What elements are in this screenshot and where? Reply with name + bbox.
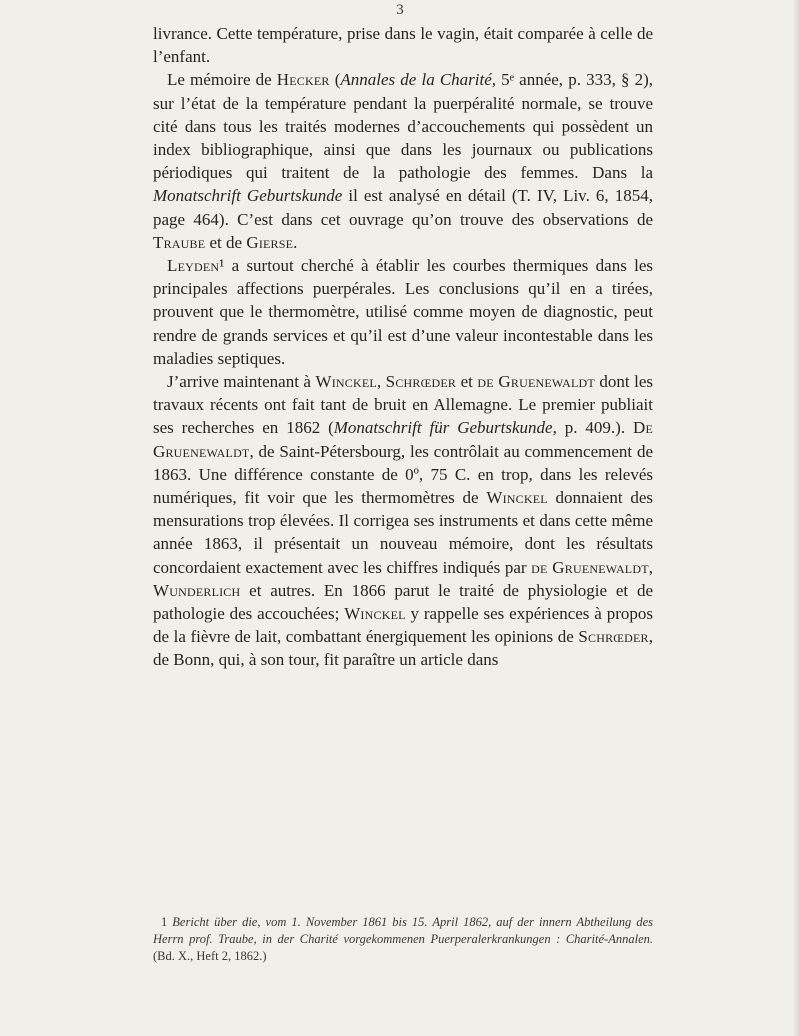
text-run: , de Saint-Pétersbourg, les contrôlait au commencement de 1863. Une différence constante de 0º, 75 C. en trop, dans les relevés numériques, fit voir que les thermomètres de bbox=[153, 441, 653, 508]
text-run: , bbox=[648, 557, 653, 577]
text-run: 5ᵉ année, p. 333, § 2), sur l’état de la température pendant la puerpéralité normale, se trouve cité dans tous les traités modernes d’accouchements qui possèdent un index bibliographique, ainsi que dans les journaux ou publications périodiques qui traitent de la pathologie des femmes. Dans la bbox=[153, 70, 653, 183]
text-run: et bbox=[456, 372, 478, 392]
page-edge-shadow bbox=[794, 0, 800, 1036]
body-text bbox=[153, 22, 653, 672]
text-run: ¹ a surtout cherché à établir les courbes thermiques dans les principales affections puerpérales. Les conclusions qu’il en a tirées, prouvent que le thermomètre, utilisé comme moyen de diagnostic, peut rendre de grands services et qu’il est d’une valeur incontestable dans les maladies septiques. bbox=[153, 256, 653, 368]
text-run: . bbox=[293, 232, 298, 252]
author-name: Schrœder bbox=[385, 372, 457, 392]
text-run: dont les travaux récents ont fait tant de bruit en Allemagne. Le premier publiait ses recherches en 1862 ( bbox=[153, 372, 653, 438]
footnote-text bbox=[153, 914, 653, 965]
author-name: Winckel bbox=[486, 488, 548, 508]
paragraph bbox=[153, 22, 653, 68]
italic-reference: Monatschrift für Geburtskunde, bbox=[333, 418, 557, 438]
text-run: ( bbox=[329, 70, 341, 90]
author-name: Winckel bbox=[315, 372, 377, 392]
text-run: il est analysé en détail (T. IV, Liv. 6, 1854, page 464). C’est dans cet ouvrage qu’on trouve des observations de bbox=[153, 186, 653, 229]
text-run: et de bbox=[205, 232, 247, 252]
italic-reference: Bericht über die, vom 1. November 1861 bis 15. April 1862, auf der innern Abtheilung des Herrn prof. Traube, in der Charité vorgekommenen Puerperalerkrankungen : Charité-Annalen. bbox=[153, 915, 653, 946]
text-run: , de Bonn, qui, à son tour, fit paraître un article dans bbox=[153, 627, 653, 670]
text-run: , bbox=[376, 372, 386, 392]
text-run: 1 bbox=[161, 915, 173, 929]
author-name: Gierse bbox=[246, 232, 294, 252]
author-name: de Gruenewaldt bbox=[531, 557, 649, 577]
author-name: Leyden bbox=[167, 256, 220, 276]
text-run: y rappelle ses expériences à propos de la fièvre de lait, combattant énergiquement les opinions de bbox=[153, 604, 653, 647]
author-name: Winckel bbox=[344, 604, 406, 624]
paragraph bbox=[153, 370, 653, 672]
author-name: Wunderlich bbox=[153, 580, 241, 600]
page-number: 3 bbox=[396, 2, 404, 18]
italic-reference: Annales de la Charité, bbox=[340, 70, 497, 90]
text-run: p. 409.). bbox=[556, 418, 633, 438]
text-run: (Bd. X., Heft 2, 1862.) bbox=[153, 949, 267, 963]
footnote bbox=[153, 914, 653, 965]
text-run: et autres. En 1866 parut le traité de physiologie et de pathologie des accouchées; bbox=[153, 580, 653, 624]
author-name: de Gruenewaldt bbox=[477, 372, 595, 392]
text-run: donnaient des mensurations trop élevées. Il corrigea ses instruments et dans cette même année 1863, il présentait un nouveau mémoire, dont les résultats concordaient exactement avec les chiffres indiqués par bbox=[153, 488, 654, 577]
author-name: Schrœder bbox=[578, 627, 649, 647]
paragraph bbox=[153, 68, 653, 254]
paragraph bbox=[153, 254, 653, 370]
author-name: Traube bbox=[153, 232, 206, 252]
italic-reference: Monatschrift Geburtskunde bbox=[153, 186, 343, 206]
author-name: De Gruenewaldt bbox=[153, 418, 653, 461]
author-name: Hecker bbox=[276, 70, 330, 90]
text-run: Le mémoire de bbox=[167, 70, 277, 90]
text-run: J’arrive maintenant à bbox=[167, 372, 316, 392]
text-run: livrance. Cette température, prise dans le vagin, était comparée à celle de l’enfant. bbox=[153, 24, 653, 67]
